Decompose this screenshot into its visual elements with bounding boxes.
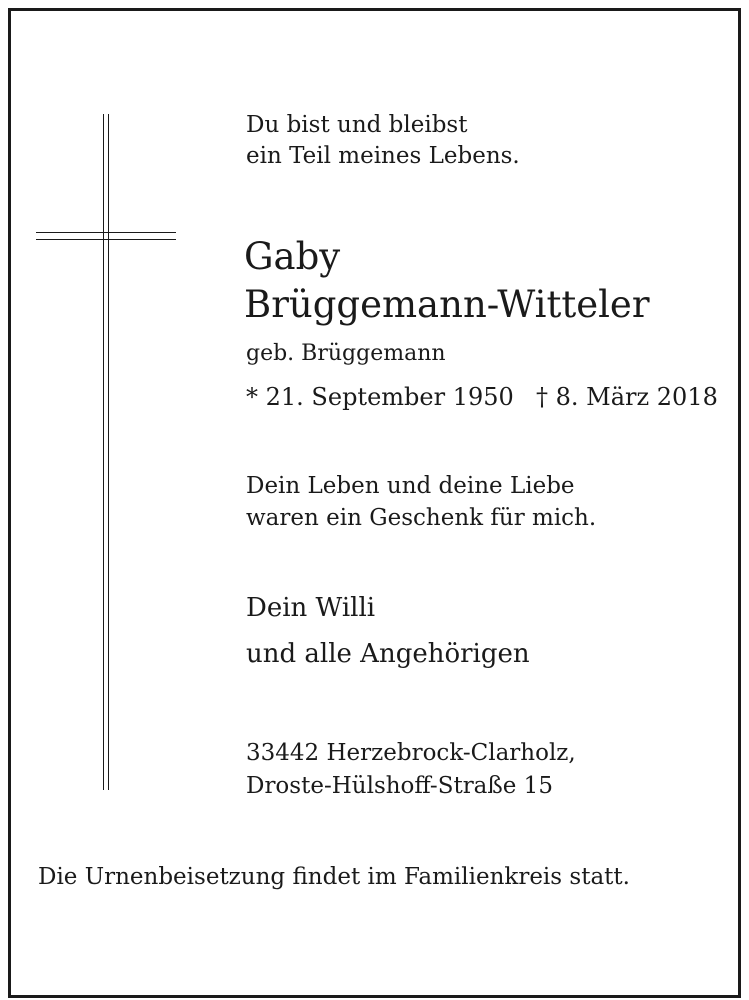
deceased-first-name: Gaby — [244, 235, 341, 278]
address-line-1: 33442 Herzebrock-Clarholz, — [246, 740, 576, 766]
death-date: † 8. März 2018 — [536, 383, 718, 411]
motto-line-2: ein Teil meines Lebens. — [246, 143, 520, 169]
cross-vertical-beam — [103, 114, 109, 790]
signature-line-1: Dein Willi — [246, 593, 376, 623]
birth-name: geb. Brüggemann — [246, 341, 446, 366]
deceased-last-name: Brüggemann-Witteler — [244, 283, 650, 326]
cross-horizontal-beam — [36, 232, 176, 240]
birth-date: * 21. September 1950 — [246, 383, 514, 411]
footer-note: Die Urnenbeisetzung findet im Familienkreis statt. — [38, 864, 630, 890]
motto-line-1: Du bist und bleibst — [246, 112, 468, 138]
tribute-line-2: waren ein Geschenk für mich. — [246, 505, 597, 531]
tribute-line-1: Dein Leben und deine Liebe — [246, 473, 575, 499]
address-line-2: Droste-Hülshoff-Straße 15 — [246, 773, 553, 799]
signature-line-2: und alle Angehörigen — [246, 639, 530, 669]
